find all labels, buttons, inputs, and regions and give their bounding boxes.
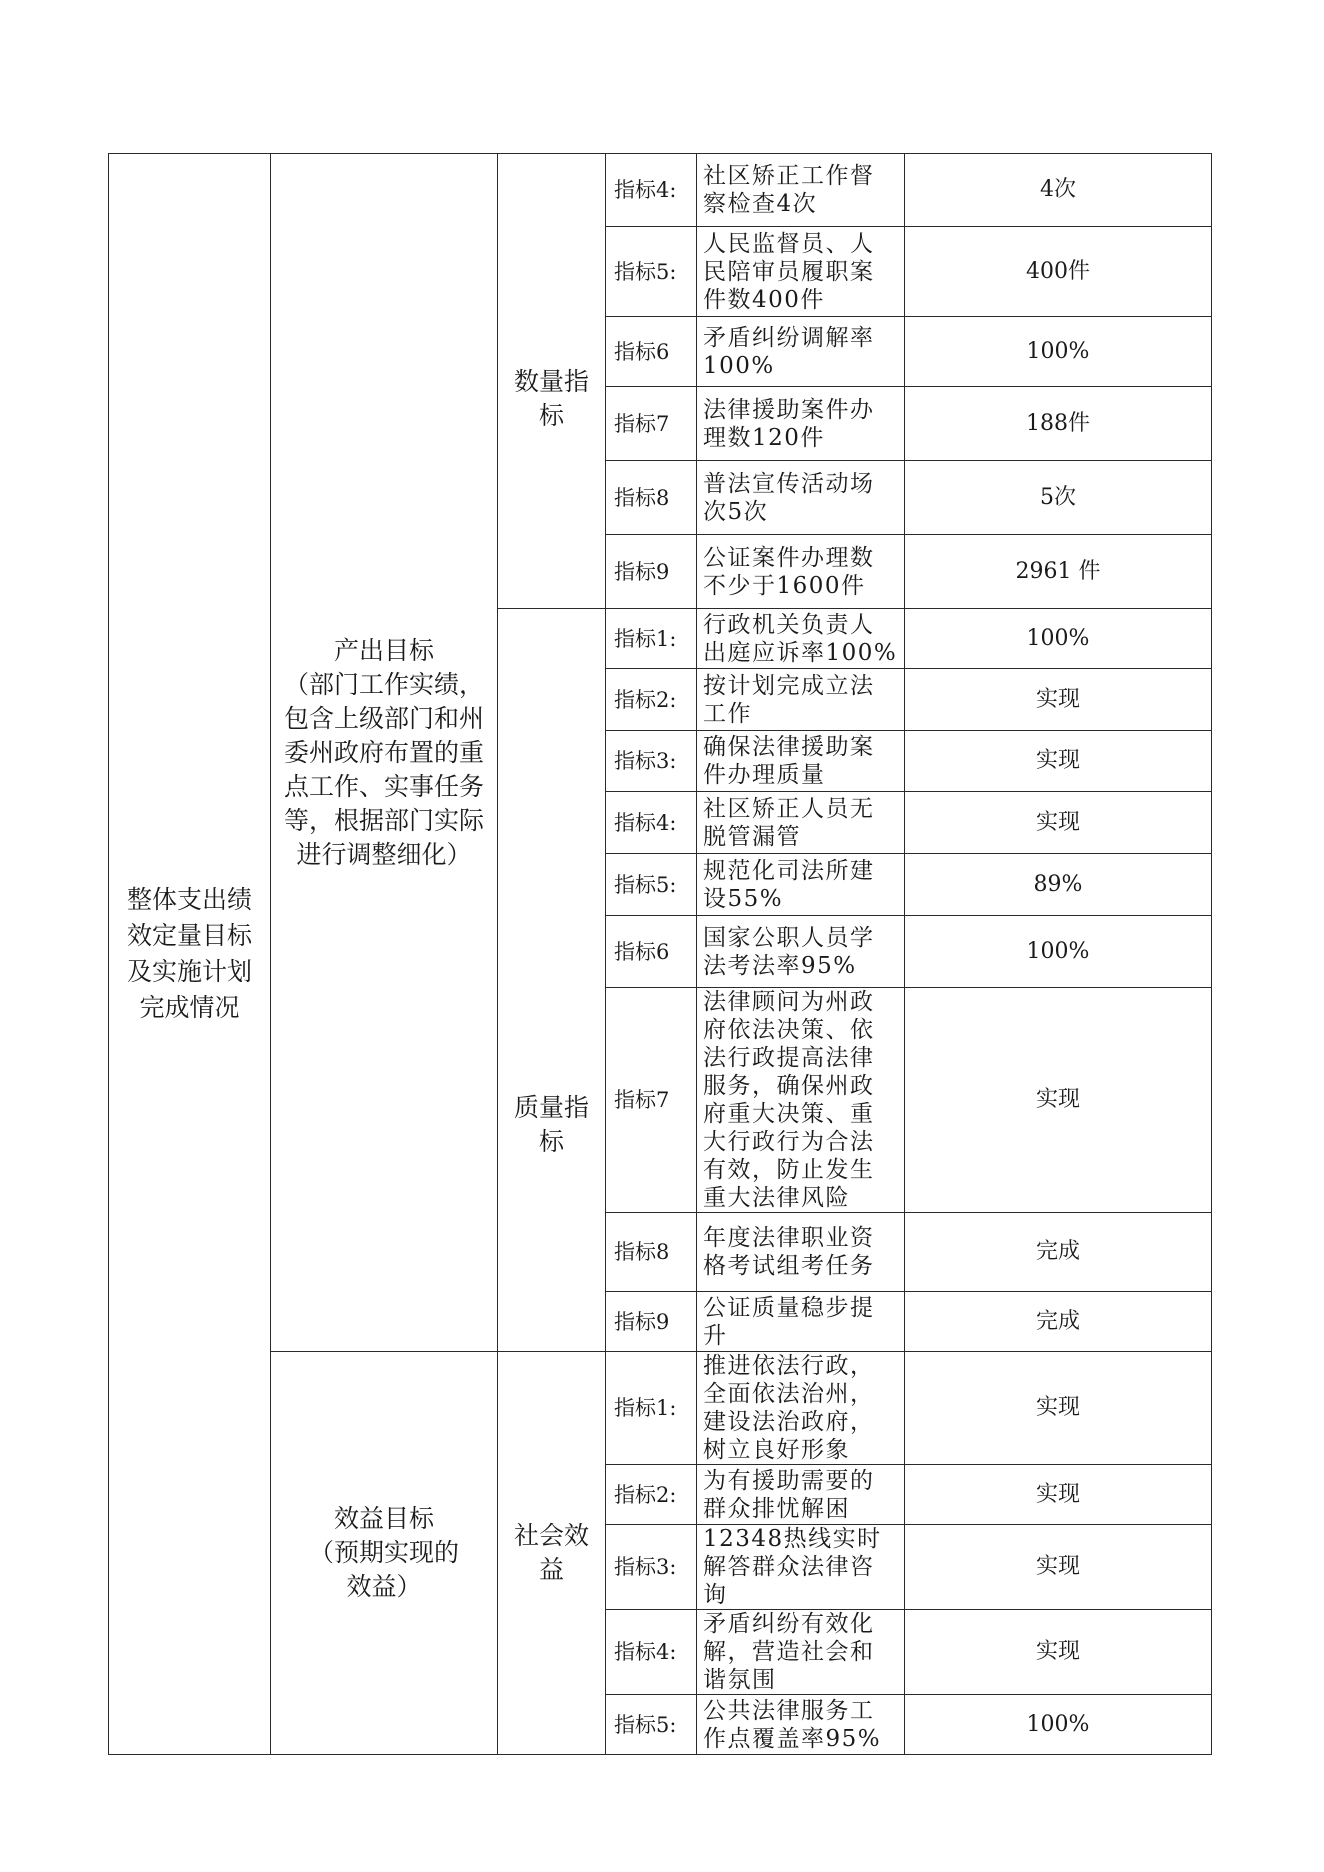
indicator-label: 指标5: bbox=[606, 1695, 697, 1755]
indicator-label: 指标4: bbox=[606, 1610, 697, 1695]
indicator-label: 指标2: bbox=[606, 669, 697, 731]
indicator-value: 2961 件 bbox=[905, 535, 1212, 609]
indicator-label: 指标6 bbox=[606, 916, 697, 988]
indicator-value: 实现 bbox=[905, 731, 1212, 792]
indicator-label: 指标3: bbox=[606, 731, 697, 792]
indicator-desc: 推进依法行政，全面依法治州，建设法治政府，树立良好形象 bbox=[697, 1352, 905, 1465]
indicator-value: 实现 bbox=[905, 1525, 1212, 1610]
indicator-value: 实现 bbox=[905, 988, 1212, 1213]
indicator-value: 实现 bbox=[905, 1610, 1212, 1695]
output-goal-cell bbox=[271, 154, 498, 1352]
indicator-label: 指标8 bbox=[606, 1213, 697, 1292]
table-row bbox=[109, 154, 1212, 227]
indicator-value: 实现 bbox=[905, 792, 1212, 854]
indicator-label: 指标9 bbox=[606, 1292, 697, 1352]
indicator-desc: 人民监督员、人民陪审员履职案件数400件 bbox=[697, 227, 905, 317]
indicator-desc: 年度法律职业资格考试组考任务 bbox=[697, 1213, 905, 1292]
indicator-label: 指标4: bbox=[606, 154, 697, 227]
indicator-label: 指标3: bbox=[606, 1525, 697, 1610]
table-row bbox=[109, 1352, 1212, 1465]
quantity-category: 数量指标 bbox=[513, 367, 589, 430]
indicator-label: 指标1: bbox=[606, 609, 697, 669]
output-goal-note: （部门工作实绩，包含上级部门和州委州政府布置的重点工作、实事任务等，根据部门实际进行调整细化） bbox=[283, 669, 484, 869]
indicator-value: 完成 bbox=[905, 1292, 1212, 1352]
quality-category-cell bbox=[498, 609, 606, 1352]
indicator-desc: 矛盾纠纷有效化解，营造社会和谐氛围 bbox=[697, 1610, 905, 1695]
indicator-value: 实现 bbox=[905, 1352, 1212, 1465]
indicator-desc: 矛盾纠纷调解率100% bbox=[697, 317, 905, 387]
indicator-value: 100% bbox=[905, 916, 1212, 988]
indicator-desc: 社区矫正工作督察检查4次 bbox=[697, 154, 905, 227]
indicator-label: 指标4: bbox=[606, 792, 697, 854]
indicator-label: 指标7 bbox=[606, 988, 697, 1213]
indicator-desc: 国家公职人员学法考法率95% bbox=[697, 916, 905, 988]
overall-goal-text: 整体支出绩效定量目标及实施计划完成情况 bbox=[126, 885, 252, 1022]
indicator-desc: 法律顾问为州政府依法决策、依法行政提高法律服务，确保州政府重大决策、重大行政行为合法有效，防止发生重大法律风险 bbox=[697, 988, 905, 1213]
social-category-cell bbox=[498, 1352, 606, 1755]
indicator-desc: 公证案件办理数不少于1600件 bbox=[697, 535, 905, 609]
indicator-value: 400件 bbox=[905, 227, 1212, 317]
indicator-label: 指标6 bbox=[606, 317, 697, 387]
indicator-desc: 规范化司法所建设55% bbox=[697, 854, 905, 916]
indicator-desc: 普法宣传活动场次5次 bbox=[697, 461, 905, 535]
indicator-value: 实现 bbox=[905, 669, 1212, 731]
indicator-desc: 社区矫正人员无脱管漏管 bbox=[697, 792, 905, 854]
indicator-desc: 公共法律服务工作点覆盖率95% bbox=[697, 1695, 905, 1755]
indicator-desc: 法律援助案件办理数120件 bbox=[697, 387, 905, 461]
indicator-value: 5次 bbox=[905, 461, 1212, 535]
social-category: 社会效益 bbox=[513, 1521, 589, 1584]
indicator-desc: 公证质量稳步提升 bbox=[697, 1292, 905, 1352]
benefit-goal-cell bbox=[271, 1352, 498, 1755]
indicator-value: 89% bbox=[905, 854, 1212, 916]
indicator-desc: 行政机关负责人出庭应诉率100% bbox=[697, 609, 905, 669]
quantity-category-cell bbox=[498, 154, 606, 609]
indicator-label: 指标2: bbox=[606, 1465, 697, 1525]
indicator-desc: 按计划完成立法工作 bbox=[697, 669, 905, 731]
indicator-value: 188件 bbox=[905, 387, 1212, 461]
quality-category: 质量指标 bbox=[513, 1093, 589, 1156]
indicator-value: 4次 bbox=[905, 154, 1212, 227]
overall-goal-cell bbox=[109, 154, 271, 1755]
indicator-desc: 12348热线实时解答群众法律咨询 bbox=[697, 1525, 905, 1610]
indicator-desc: 为有援助需要的群众排忧解困 bbox=[697, 1465, 905, 1525]
indicator-label: 指标5: bbox=[606, 227, 697, 317]
indicator-label: 指标7 bbox=[606, 387, 697, 461]
indicator-label: 指标1: bbox=[606, 1352, 697, 1465]
indicator-value: 100% bbox=[905, 1695, 1212, 1755]
performance-table bbox=[108, 153, 1212, 1755]
indicator-desc: 确保法律援助案件办理质量 bbox=[697, 731, 905, 792]
benefit-goal-title: 效益目标 bbox=[333, 1504, 434, 1533]
benefit-goal-note: （预期实现的效益） bbox=[308, 1538, 459, 1601]
indicator-label: 指标5: bbox=[606, 854, 697, 916]
indicator-label: 指标9 bbox=[606, 535, 697, 609]
indicator-label: 指标8 bbox=[606, 461, 697, 535]
indicator-value: 实现 bbox=[905, 1465, 1212, 1525]
indicator-value: 100% bbox=[905, 317, 1212, 387]
indicator-value: 100% bbox=[905, 609, 1212, 669]
output-goal-title: 产出目标 bbox=[333, 635, 434, 665]
indicator-value: 完成 bbox=[905, 1213, 1212, 1292]
